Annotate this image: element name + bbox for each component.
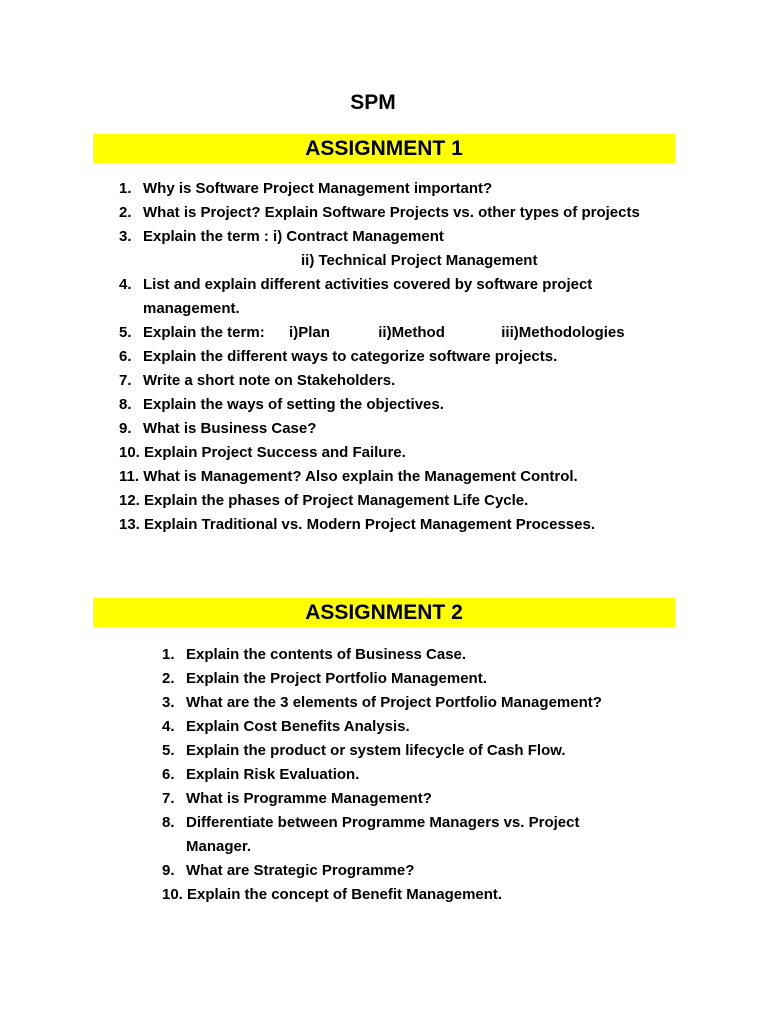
question-text: What is Management? Also explain the Management Control.	[143, 468, 578, 485]
question-number: 1.	[162, 646, 175, 663]
question-number: 4.	[119, 276, 132, 293]
list-item	[119, 489, 679, 513]
assignment-1-question-list	[119, 177, 679, 537]
list-item	[162, 739, 642, 763]
list-item	[119, 201, 679, 225]
question-text: Explain the phases of Project Management Life Cycle.	[144, 492, 529, 509]
list-item	[119, 273, 679, 321]
question-text: Explain the term:	[143, 324, 265, 341]
question-number: 7.	[119, 372, 132, 389]
question-number: 2.	[162, 670, 175, 687]
question-number: 12.	[119, 492, 140, 509]
list-item	[119, 225, 679, 273]
list-item	[119, 369, 679, 393]
list-item	[119, 465, 679, 489]
list-item	[119, 393, 679, 417]
question-number: 1.	[119, 180, 132, 197]
question-number: 8.	[162, 814, 175, 831]
document-title: SPM	[350, 91, 396, 114]
assignment-2-heading: ASSIGNMENT 2	[93, 598, 675, 627]
question-text: Why is Software Project Management important?	[143, 180, 493, 197]
question-number: 9.	[119, 420, 132, 437]
question-part: iii)Methodologies	[501, 324, 625, 341]
question-text: Explain the term : i) Contract Management	[143, 228, 444, 245]
question-text: Explain the product or system lifecycle of Cash Flow.	[186, 742, 566, 759]
question-number: 6.	[162, 766, 175, 783]
list-item	[162, 811, 636, 859]
question-number: 10.	[162, 886, 183, 903]
list-item	[162, 763, 642, 787]
question-text: Explain the Project Portfolio Management.	[186, 670, 487, 687]
list-item	[162, 787, 642, 811]
question-number: 3.	[162, 694, 175, 711]
question-text: What is Project? Explain Software Projects vs. other types of projects	[143, 204, 640, 221]
question-number: 5.	[162, 742, 175, 759]
question-continuation: ii) Technical Project Management	[301, 252, 538, 269]
list-item	[119, 441, 679, 465]
question-text: Differentiate between Programme Managers vs. Project Manager.	[186, 814, 580, 855]
question-text: Explain the different ways to categorize software projects.	[143, 348, 558, 365]
question-text: Explain Traditional vs. Modern Project Management Processes.	[144, 516, 596, 533]
question-part: i)Plan	[289, 324, 330, 341]
list-item	[162, 883, 642, 907]
question-part: ii)Method	[378, 324, 445, 341]
question-text: Explain Cost Benefits Analysis.	[186, 718, 410, 735]
question-text: Explain the ways of setting the objectives.	[143, 396, 444, 413]
list-item	[162, 715, 642, 739]
question-number: 8.	[119, 396, 132, 413]
assignment-2-question-list	[162, 643, 642, 907]
list-item	[119, 345, 679, 369]
question-text: List and explain different activities covered by software project management.	[143, 276, 593, 317]
question-text: Explain the contents of Business Case.	[186, 646, 467, 663]
list-item	[162, 667, 642, 691]
question-text: Explain the concept of Benefit Management.	[187, 886, 503, 903]
question-number: 3.	[119, 228, 132, 245]
list-item	[119, 417, 679, 441]
assignment-1-heading: ASSIGNMENT 1	[93, 134, 675, 163]
list-item	[162, 643, 642, 667]
question-text: Explain Risk Evaluation.	[186, 766, 360, 783]
list-item	[119, 513, 679, 537]
question-text: Write a short note on Stakeholders.	[143, 372, 396, 389]
question-text: What are the 3 elements of Project Portfolio Management?	[186, 694, 602, 711]
question-number: 11.	[119, 468, 140, 485]
question-text: What is Business Case?	[143, 420, 317, 437]
list-item	[162, 859, 642, 883]
question-number: 10.	[119, 444, 140, 461]
list-item	[119, 321, 679, 345]
question-number: 6.	[119, 348, 132, 365]
list-item	[162, 691, 642, 715]
question-text: Explain Project Success and Failure.	[144, 444, 406, 461]
question-number: 4.	[162, 718, 175, 735]
list-item	[119, 177, 679, 201]
question-number: 13.	[119, 516, 140, 533]
question-number: 9.	[162, 862, 175, 879]
question-text: What are Strategic Programme?	[186, 862, 415, 879]
question-number: 7.	[162, 790, 175, 807]
question-number: 5.	[119, 324, 132, 341]
question-number: 2.	[119, 204, 132, 221]
question-text: What is Programme Management?	[186, 790, 432, 807]
